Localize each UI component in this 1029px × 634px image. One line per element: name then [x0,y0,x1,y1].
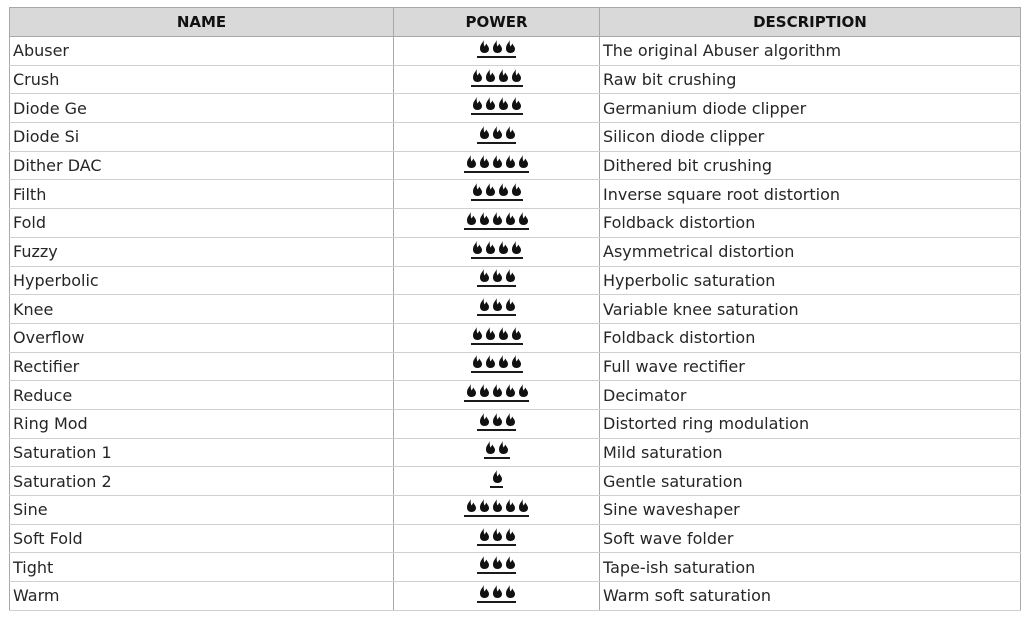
algorithm-name: Reduce [10,381,394,410]
flame-icon [471,326,483,341]
power-rating [464,498,529,517]
algorithm-power [394,524,600,553]
flame-icon [478,39,490,54]
algorithm-name: Saturation 2 [10,467,394,496]
flame-icon [491,527,503,542]
algorithm-name: Diode Ge [10,94,394,123]
power-rating [477,39,516,58]
algorithm-power [394,295,600,324]
algorithm-description: Soft wave folder [600,524,1021,553]
flame-icon [504,125,516,140]
power-rating [484,440,510,459]
algorithm-description: Inverse square root distortion [600,180,1021,209]
flame-icon [510,68,522,83]
algorithm-name: Fuzzy [10,237,394,266]
algorithm-name: Crush [10,65,394,94]
flame-icon [510,354,522,369]
flame-icon [497,96,509,111]
algorithm-power [394,323,600,352]
algorithm-name: Filth [10,180,394,209]
algorithm-power [394,553,600,582]
flame-icon [478,297,490,312]
flame-icon [504,297,516,312]
algorithm-description: Dithered bit crushing [600,151,1021,180]
flame-icon [491,154,503,169]
flame-icon [478,498,490,513]
flame-icon [491,268,503,283]
algorithm-power [394,37,600,66]
algorithm-power [394,237,600,266]
algorithm-description: Variable knee saturation [600,295,1021,324]
flame-icon [484,354,496,369]
algorithm-description: Sine waveshaper [600,496,1021,525]
flame-icon [517,383,529,398]
algorithm-power [394,352,600,381]
algorithm-power [394,180,600,209]
flame-icon [510,240,522,255]
flame-icon [478,268,490,283]
flame-icon [465,211,477,226]
flame-icon [497,354,509,369]
table-row [10,65,1021,94]
algorithm-name: Sine [10,496,394,525]
table-row [10,323,1021,352]
table-body [10,37,1021,611]
algorithm-name: Warm [10,582,394,611]
flame-icon [491,39,503,54]
algorithm-name: Overflow [10,323,394,352]
algorithm-power [394,381,600,410]
table-row [10,295,1021,324]
flame-icon [491,412,503,427]
algorithm-description: Distorted ring modulation [600,409,1021,438]
flame-icon [491,469,503,484]
flame-icon [484,182,496,197]
flame-icon [504,555,516,570]
header-name: NAME [10,8,394,37]
algorithm-name: Tight [10,553,394,582]
flame-icon [497,240,509,255]
algorithm-description: Gentle saturation [600,467,1021,496]
algorithm-table [9,7,1021,611]
flame-icon [478,555,490,570]
power-rating [477,555,516,574]
power-rating [471,96,523,115]
power-rating [471,354,523,373]
flame-icon [497,68,509,83]
algorithm-power [394,438,600,467]
algorithm-table-container [9,7,1020,611]
algorithm-power [394,496,600,525]
algorithm-name: Soft Fold [10,524,394,553]
flame-icon [484,440,496,455]
algorithm-description: Decimator [600,381,1021,410]
algorithm-power [394,123,600,152]
power-rating [471,240,523,259]
table-row [10,94,1021,123]
algorithm-name: Ring Mod [10,409,394,438]
flame-icon [478,412,490,427]
algorithm-description: Foldback distortion [600,323,1021,352]
table-row [10,438,1021,467]
flame-icon [471,354,483,369]
table-row [10,553,1021,582]
power-rating [477,584,516,603]
table-row [10,582,1021,611]
algorithm-description: Germanium diode clipper [600,94,1021,123]
flame-icon [484,326,496,341]
flame-icon [510,182,522,197]
power-rating [477,125,516,144]
flame-icon [504,498,516,513]
power-rating [471,326,523,345]
power-rating [490,469,503,488]
flame-icon [471,96,483,111]
algorithm-name: Dither DAC [10,151,394,180]
algorithm-description: Tape-ish saturation [600,553,1021,582]
algorithm-description: Silicon diode clipper [600,123,1021,152]
algorithm-description: Hyperbolic saturation [600,266,1021,295]
table-row [10,266,1021,295]
flame-icon [491,555,503,570]
table-row [10,496,1021,525]
header-power: POWER [394,8,600,37]
flame-icon [478,125,490,140]
flame-icon [504,383,516,398]
algorithm-name: Diode Si [10,123,394,152]
algorithm-power [394,209,600,238]
table-header-row [10,8,1021,37]
flame-icon [484,68,496,83]
flame-icon [471,68,483,83]
flame-icon [478,584,490,599]
power-rating [477,527,516,546]
algorithm-description: The original Abuser algorithm [600,37,1021,66]
flame-icon [491,584,503,599]
table-row [10,467,1021,496]
power-rating [464,154,529,173]
power-rating [464,211,529,230]
table-row [10,524,1021,553]
algorithm-power [394,94,600,123]
algorithm-power [394,266,600,295]
flame-icon [491,383,503,398]
table-row [10,352,1021,381]
algorithm-description: Mild saturation [600,438,1021,467]
flame-icon [478,211,490,226]
flame-icon [478,383,490,398]
algorithm-description: Asymmetrical distortion [600,237,1021,266]
power-rating [464,383,529,402]
algorithm-name: Abuser [10,37,394,66]
algorithm-name: Knee [10,295,394,324]
algorithm-power [394,151,600,180]
algorithm-name: Saturation 1 [10,438,394,467]
flame-icon [484,240,496,255]
algorithm-power [394,65,600,94]
flame-icon [465,498,477,513]
flame-icon [504,584,516,599]
table-row [10,237,1021,266]
algorithm-description: Full wave rectifier [600,352,1021,381]
power-rating [477,268,516,287]
algorithm-description: Warm soft saturation [600,582,1021,611]
flame-icon [517,154,529,169]
header-description: DESCRIPTION [600,8,1021,37]
flame-icon [504,412,516,427]
flame-icon [504,39,516,54]
flame-icon [504,211,516,226]
flame-icon [517,211,529,226]
flame-icon [504,154,516,169]
algorithm-description: Foldback distortion [600,209,1021,238]
algorithm-power [394,467,600,496]
algorithm-power [394,582,600,611]
flame-icon [471,240,483,255]
flame-icon [491,297,503,312]
algorithm-description: Raw bit crushing [600,65,1021,94]
flame-icon [497,182,509,197]
table-row [10,151,1021,180]
flame-icon [497,326,509,341]
flame-icon [478,527,490,542]
flame-icon [510,96,522,111]
power-rating [477,412,516,431]
algorithm-power [394,409,600,438]
algorithm-name: Hyperbolic [10,266,394,295]
flame-icon [491,211,503,226]
table-row [10,37,1021,66]
flame-icon [510,326,522,341]
flame-icon [465,154,477,169]
power-rating [471,182,523,201]
algorithm-name: Rectifier [10,352,394,381]
flame-icon [491,125,503,140]
algorithm-name: Fold [10,209,394,238]
flame-icon [478,154,490,169]
flame-icon [484,96,496,111]
flame-icon [491,498,503,513]
power-rating [477,297,516,316]
flame-icon [504,527,516,542]
flame-icon [504,268,516,283]
table-row [10,123,1021,152]
flame-icon [517,498,529,513]
flame-icon [497,440,509,455]
table-row [10,409,1021,438]
flame-icon [465,383,477,398]
table-row [10,381,1021,410]
table-row [10,180,1021,209]
flame-icon [471,182,483,197]
table-row [10,209,1021,238]
power-rating [471,68,523,87]
